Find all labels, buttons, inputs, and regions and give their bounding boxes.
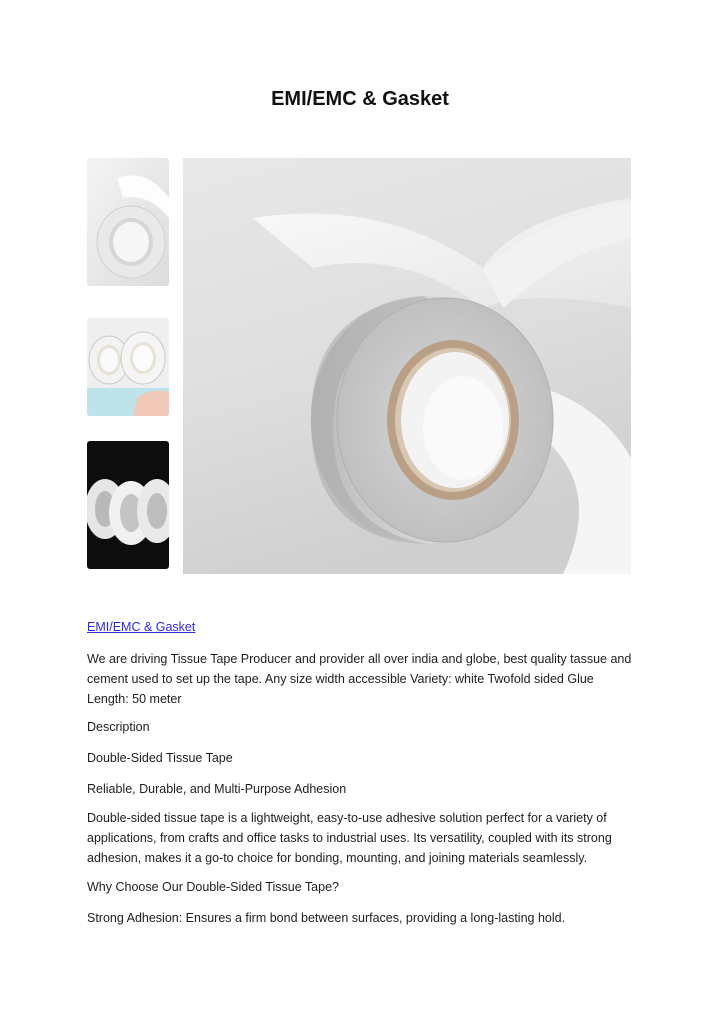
body-paragraph: Double-sided tissue tape is a lightweight, easy-to-use adhesive solution perfect for a variety of applications, from crafts and office tasks to industrial uses. Its versatility, coupled with its strong adhesion, makes it a go-to choice for bonding, mounting, and joining materials seamlessly.: [87, 811, 612, 865]
thumbnail-3[interactable]: [87, 441, 169, 569]
description-heading: Description: [87, 720, 150, 734]
page-title: EMI/EMC & Gasket: [271, 88, 449, 110]
tape-pair-thumbnail-icon: [87, 318, 169, 416]
tape-roll-thumbnail-icon: [87, 158, 169, 286]
tape-roll-main-image: [183, 158, 631, 574]
why-heading: Why Choose Our Double-Sided Tissue Tape?: [87, 880, 339, 894]
product-name: Double-Sided Tissue Tape: [87, 751, 233, 765]
thumbnail-2[interactable]: [87, 318, 169, 416]
tape-rolls-dark-thumbnail-icon: [87, 441, 169, 569]
product-link[interactable]: EMI/EMC & Gasket: [87, 620, 196, 634]
main-product-image: [183, 158, 631, 574]
feature-strong-adhesion: Strong Adhesion: Ensures a firm bond between surfaces, providing a long-lasting hold.: [87, 911, 566, 925]
tagline: Reliable, Durable, and Multi-Purpose Adhesion: [87, 782, 347, 796]
thumbnail-1[interactable]: [87, 158, 169, 286]
intro-paragraph: We are driving Tissue Tape Producer and provider all over india and globe, best quality tassue and cement used to set up the tape. Any size width accessible Variety: white Twofold sided Glue Length: 50 meter: [87, 652, 632, 706]
